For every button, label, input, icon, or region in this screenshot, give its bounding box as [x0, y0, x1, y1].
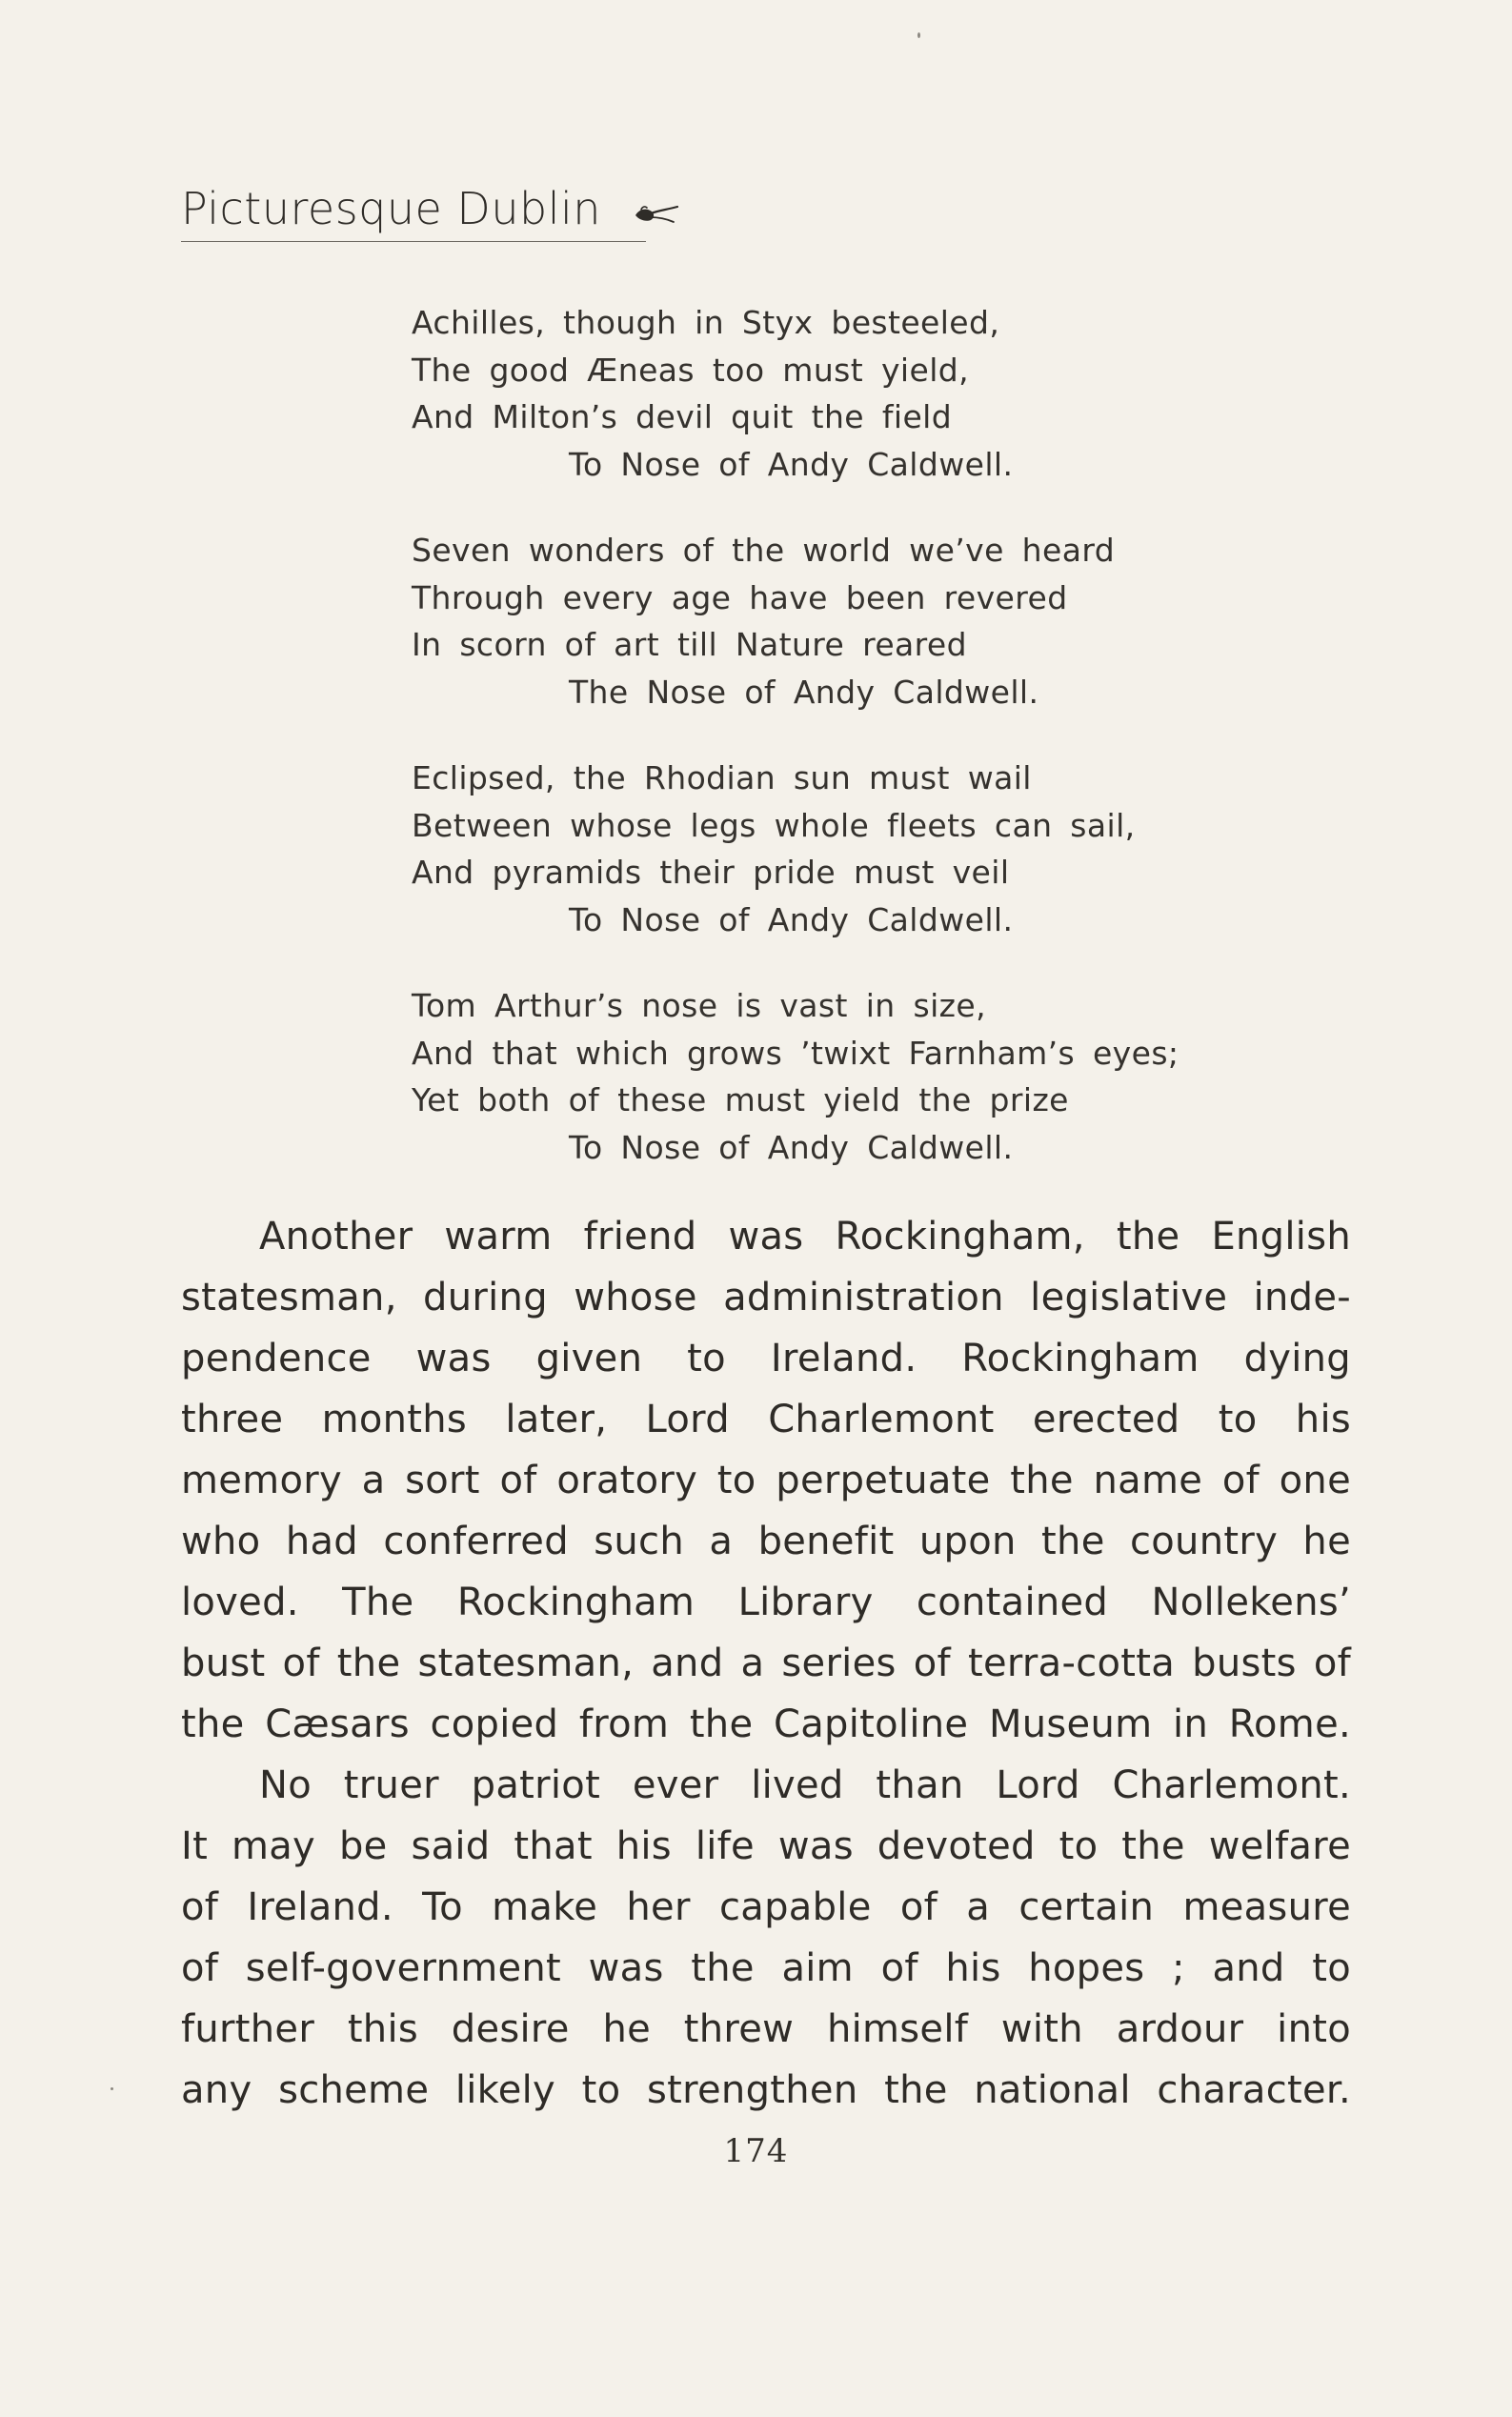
poem-line: Eclipsed, the Rhodian sun must wail	[412, 759, 1032, 796]
poem-line: Yet both of these must yield the prize	[412, 1081, 1069, 1118]
paper-speck	[111, 2087, 113, 2090]
poem-line: Achilles, though in Styx besteeled,	[412, 304, 1000, 341]
prose-line: who had conferred such a benefit upon the country he	[181, 1520, 1351, 1563]
paper-speck	[917, 32, 920, 38]
poem-line: In scorn of art till Nature reared	[412, 626, 967, 663]
prose-line: loved. The Rockingham Library contained Nollekens’	[181, 1581, 1351, 1624]
poem-line: And Milton’s devil quit the field	[412, 398, 953, 435]
poem-stanza	[412, 755, 1269, 943]
poem-line: Between whose legs whole fleets can sail,	[412, 806, 1136, 844]
poem-stanza	[412, 982, 1269, 1171]
hand-pointer-ornament-icon	[634, 204, 679, 225]
poem-stanza	[412, 299, 1269, 488]
poem-line: To Nose of Andy Caldwell.	[569, 445, 1014, 483]
prose-line: statesman, during whose administration legislative inde-	[181, 1276, 1351, 1319]
prose-line: of self-government was the aim of his hopes ; and to	[181, 1946, 1351, 1990]
running-title: Picturesque Dublin	[181, 183, 601, 234]
prose-line: any scheme likely to strengthen the national character.	[181, 2068, 1351, 2112]
running-head-rule	[181, 241, 646, 242]
prose-line: the Cæsars copied from the Capitoline Museum in Rome.	[181, 1702, 1351, 1746]
poem	[412, 299, 1269, 1171]
poem-line: The Nose of Andy Caldwell.	[569, 673, 1039, 711]
poem-line: Tom Arthur’s nose is vast in size,	[412, 987, 986, 1024]
page-number: 174	[723, 2132, 789, 2170]
running-head	[181, 164, 679, 234]
prose-line: It may be said that his life was devoted to the welfare	[181, 1824, 1351, 1868]
prose-line: further this desire he threw himself with ardour into	[181, 2007, 1351, 2051]
poem-line: Through every age have been revered	[412, 578, 1068, 616]
prose-line: of Ireland. To make her capable of a certain measure	[181, 1885, 1351, 1929]
poem-line: To Nose of Andy Caldwell.	[569, 900, 1014, 938]
poem-line: And that which grows ’twixt Farnham’s eyes;	[412, 1034, 1179, 1072]
prose-body	[181, 1206, 1351, 2121]
prose-paragraph	[181, 1206, 1351, 1755]
prose-line: three months later, Lord Charlemont erected to his	[181, 1398, 1351, 1441]
poem-line: The good Æneas too must yield,	[412, 351, 969, 389]
prose-line: bust of the statesman, and a series of terra-cotta busts of	[181, 1642, 1351, 1685]
prose-line: pendence was given to Ireland. Rockingham dying	[181, 1337, 1351, 1380]
poem-stanza	[412, 527, 1269, 715]
poem-line: To Nose of Andy Caldwell.	[569, 1128, 1014, 1166]
prose-line: memory a sort of oratory to perpetuate the name of one	[181, 1459, 1351, 1502]
prose-line: Another warm friend was Rockingham, the English	[259, 1215, 1351, 1259]
prose-line: No truer patriot ever lived than Lord Charlemont.	[259, 1763, 1351, 1807]
prose-paragraph	[181, 1755, 1351, 2121]
poem-line: And pyramids their pride must veil	[412, 854, 1010, 891]
poem-line: Seven wonders of the world we’ve heard	[412, 532, 1116, 569]
